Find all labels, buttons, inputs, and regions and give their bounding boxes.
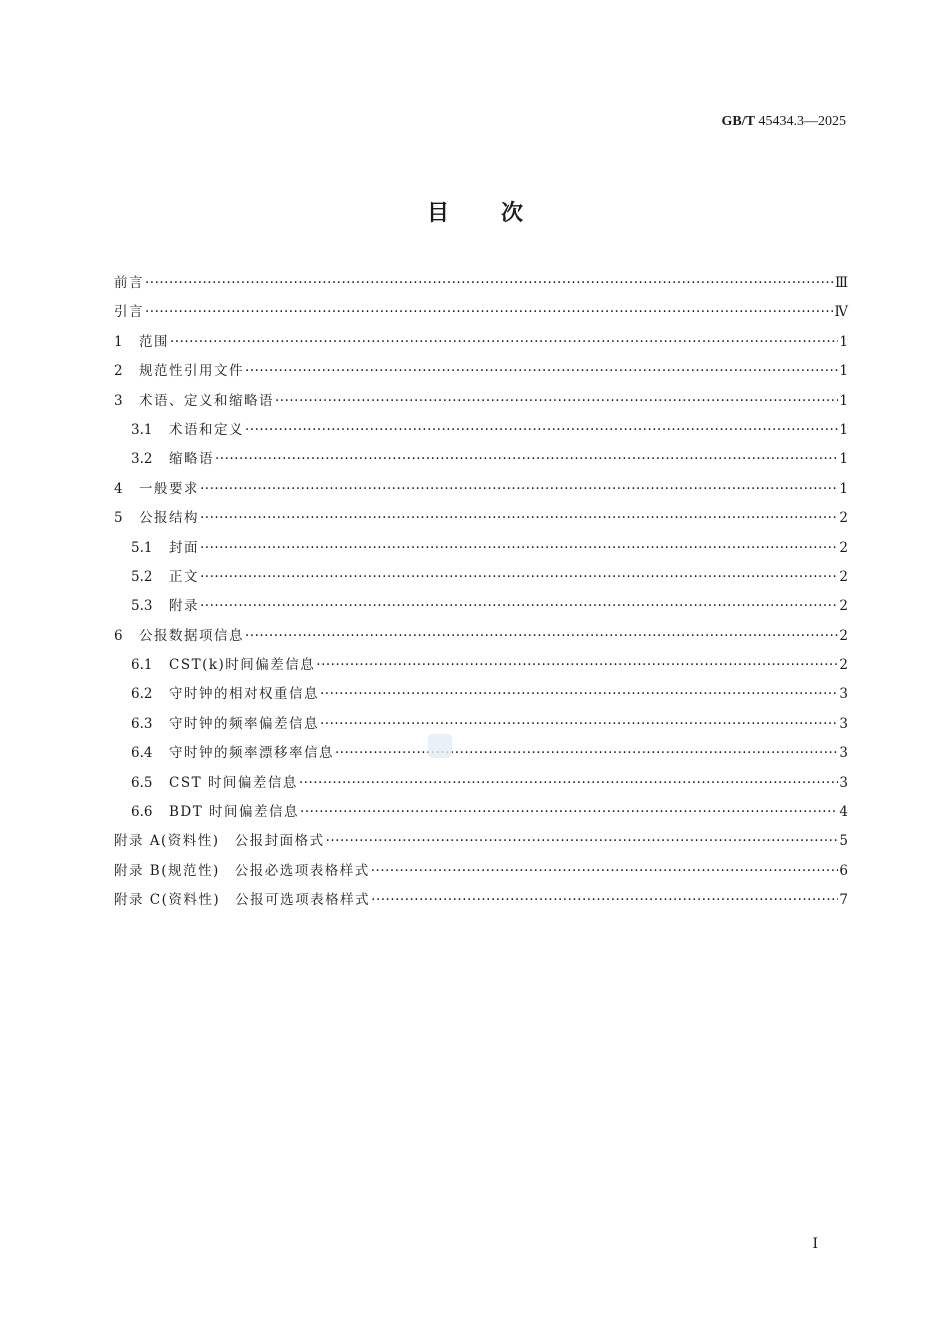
toc-entry-page: 3 bbox=[839, 745, 848, 762]
toc-dot-leader bbox=[200, 475, 838, 504]
toc-entry-label: 规范性引用文件 bbox=[139, 363, 244, 380]
toc-dot-leader bbox=[335, 739, 838, 768]
toc-entry[interactable] bbox=[114, 710, 848, 739]
toc-dot-leader bbox=[200, 592, 838, 621]
toc-dot-leader bbox=[316, 651, 838, 680]
toc-entry-number: 6.3 bbox=[131, 715, 153, 732]
toc-entry-page: 1 bbox=[839, 480, 848, 497]
toc-dot-leader bbox=[245, 416, 838, 445]
toc-entry[interactable] bbox=[114, 357, 848, 386]
toc-entry-label: 封面 bbox=[169, 539, 199, 556]
toc-entry-number: 5.1 bbox=[131, 539, 153, 556]
toc-dot-leader bbox=[200, 534, 838, 563]
page-title: 目次 bbox=[426, 201, 575, 226]
toc-dot-leader bbox=[299, 769, 839, 798]
toc-entry-label: 前言 bbox=[114, 275, 144, 291]
standard-code-number: 45434.3—2025 bbox=[758, 114, 846, 129]
toc-entry[interactable] bbox=[114, 827, 848, 856]
toc-entry-label: 守时钟的相对权重信息 bbox=[169, 686, 319, 703]
toc-entry-label: 范围 bbox=[139, 333, 169, 350]
toc-dot-leader bbox=[245, 622, 838, 651]
toc-entry-page: 3 bbox=[839, 686, 848, 703]
toc-dot-leader bbox=[300, 798, 838, 827]
toc-entry-label: CST(k)时间偏差信息 bbox=[169, 657, 316, 674]
toc-dot-leader bbox=[371, 886, 838, 915]
standard-code-prefix: GB/T bbox=[721, 114, 755, 129]
toc-entry-label: 缩略语 bbox=[169, 451, 214, 468]
toc-entry-page: 3 bbox=[839, 715, 848, 732]
toc-entry-page: 2 bbox=[839, 539, 848, 556]
toc-entry[interactable] bbox=[114, 769, 848, 798]
toc-entry[interactable] bbox=[114, 534, 848, 563]
toc-entry-number: 2 bbox=[114, 363, 123, 380]
toc-entry-number: 4 bbox=[114, 480, 123, 497]
toc-entry-label: CST 时间偏差信息 bbox=[169, 774, 298, 791]
page-number: I bbox=[812, 1236, 818, 1252]
toc-entry-number: 6.2 bbox=[131, 686, 153, 703]
toc-entry-page: 6 bbox=[839, 862, 848, 879]
toc-entry-label: 术语、定义和缩略语 bbox=[139, 392, 274, 409]
toc-entry[interactable] bbox=[114, 680, 848, 709]
toc-dot-leader bbox=[326, 827, 839, 856]
toc-dot-leader bbox=[320, 680, 838, 709]
toc-entry-label: 一般要求 bbox=[139, 480, 199, 497]
toc-entry-label: 附录 A(资料性) 公报封面格式 bbox=[114, 833, 325, 850]
toc-entry-page: 1 bbox=[839, 421, 848, 438]
toc-entry-page: 2 bbox=[839, 510, 848, 527]
toc-dot-leader bbox=[170, 328, 838, 357]
toc-entry-page: Ⅳ bbox=[834, 304, 848, 321]
toc-entry-page: 1 bbox=[839, 333, 848, 350]
toc-entry-number: 6.1 bbox=[131, 657, 153, 674]
toc-dot-leader bbox=[145, 269, 834, 298]
toc-entry-page: 5 bbox=[839, 833, 848, 850]
toc-entry[interactable] bbox=[114, 475, 848, 504]
toc-entry-label: 公报结构 bbox=[139, 510, 199, 527]
toc-dot-leader bbox=[275, 387, 838, 416]
toc-entry[interactable] bbox=[114, 504, 848, 533]
toc-entry[interactable] bbox=[114, 622, 848, 651]
toc-entry-label: 守时钟的频率漂移率信息 bbox=[169, 745, 334, 762]
toc-dot-leader bbox=[145, 298, 834, 327]
toc-entry-page: 4 bbox=[839, 804, 848, 821]
toc-entry-number: 5 bbox=[114, 510, 123, 527]
toc-entry-page: 7 bbox=[839, 892, 848, 909]
toc-entry-number: 6 bbox=[114, 627, 123, 644]
toc-entry-page: 3 bbox=[839, 774, 848, 791]
toc-entry-number: 3.2 bbox=[131, 451, 153, 468]
toc-entry[interactable] bbox=[114, 563, 848, 592]
toc-entry[interactable] bbox=[114, 298, 848, 327]
toc-entry[interactable] bbox=[114, 269, 848, 298]
toc-entry-page: 1 bbox=[839, 363, 848, 380]
standard-code bbox=[722, 114, 846, 130]
toc-entry-label: 正文 bbox=[169, 568, 199, 585]
toc-entry-number: 5.2 bbox=[131, 568, 153, 585]
toc-entry-page: 2 bbox=[839, 657, 848, 674]
toc-dot-leader bbox=[200, 563, 838, 592]
toc-entry-number: 1 bbox=[114, 333, 123, 350]
toc-entry-number: 3 bbox=[114, 392, 123, 409]
toc-dot-leader bbox=[371, 857, 839, 886]
toc-dot-leader bbox=[245, 357, 838, 386]
toc-entry-page: 1 bbox=[839, 451, 848, 468]
toc-entry-label: 公报数据项信息 bbox=[139, 627, 244, 644]
toc-entry[interactable] bbox=[114, 387, 848, 416]
toc-entry-number: 5.3 bbox=[131, 598, 153, 615]
toc-entry[interactable] bbox=[114, 798, 848, 827]
toc-entry-page: 2 bbox=[839, 627, 848, 644]
toc-entry-number: 6.4 bbox=[131, 745, 153, 762]
toc-entry-label: 附录 C(资料性) 公报可选项表格样式 bbox=[114, 892, 371, 909]
toc-dot-leader bbox=[215, 445, 838, 474]
toc-entry-label: BDT 时间偏差信息 bbox=[169, 804, 300, 821]
toc-entry-number: 6.5 bbox=[131, 774, 153, 791]
toc-entry-page: Ⅲ bbox=[834, 275, 848, 291]
watermark-logo bbox=[428, 734, 452, 758]
toc-entry-label: 术语和定义 bbox=[169, 421, 244, 438]
toc-entry-label: 守时钟的频率偏差信息 bbox=[169, 715, 319, 732]
toc-entry[interactable] bbox=[114, 886, 848, 915]
toc-entry-label: 引言 bbox=[114, 304, 144, 321]
toc-entry[interactable] bbox=[114, 857, 848, 886]
toc-entry-label: 附录 bbox=[169, 598, 199, 615]
toc-entry[interactable] bbox=[114, 592, 848, 621]
toc-entry[interactable] bbox=[114, 651, 848, 680]
toc-entry-number: 3.1 bbox=[131, 421, 153, 438]
toc-entry-page: 2 bbox=[839, 568, 848, 585]
toc-entry-page: 1 bbox=[839, 392, 848, 409]
table-of-contents bbox=[114, 269, 848, 916]
toc-entry-label: 附录 B(规范性) 公报必选项表格样式 bbox=[114, 862, 370, 879]
toc-entry-number: 6.6 bbox=[131, 804, 153, 821]
toc-entry[interactable] bbox=[114, 328, 848, 357]
toc-entry[interactable] bbox=[114, 445, 848, 474]
toc-entry-page: 2 bbox=[839, 598, 848, 615]
toc-dot-leader bbox=[320, 710, 838, 739]
toc-entry[interactable] bbox=[114, 739, 848, 768]
toc-dot-leader bbox=[200, 504, 838, 533]
toc-entry[interactable] bbox=[114, 416, 848, 445]
